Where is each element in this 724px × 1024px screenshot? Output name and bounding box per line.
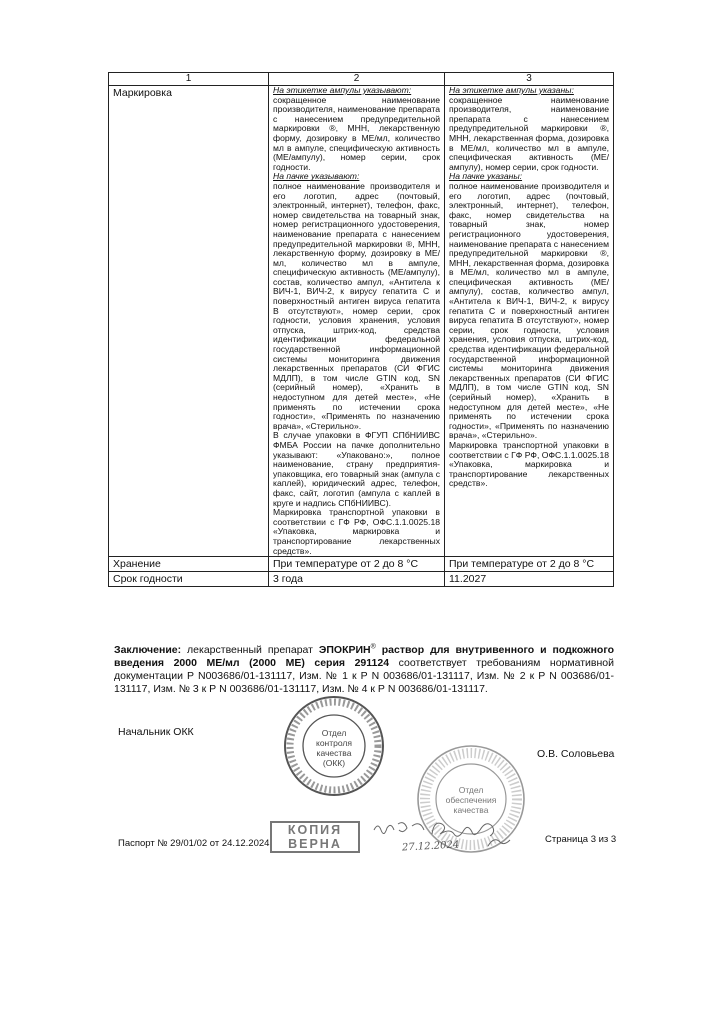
page-number: Страница 3 из 3 <box>545 834 617 845</box>
ampule-text: сокращенное наименование производителя, наименование препарата с нанесением предупредительной маркировки ®, МНН, лекарственная форма, дозировка в МЕ/мл, количество мл в ампуле, специфическая активность (МЕ/ампулу), номер серии, срок годности. <box>449 94 609 172</box>
handwritten-date: 27.12.2024 <box>401 839 460 854</box>
signatory-position: Начальник ОКК <box>118 726 194 738</box>
row-label-storage: Хранение <box>109 557 269 572</box>
registered-mark: ® <box>370 643 376 651</box>
copy-stamp-line-2: ВЕРНА <box>288 837 342 851</box>
table-row-marking <box>109 86 614 557</box>
ampule-heading: На этикетке ампулы указаны: <box>449 85 574 95</box>
conclusion-paragraph <box>114 644 614 696</box>
copy-verified-stamp <box>270 821 360 853</box>
pack-text: полное наименование производителя и его логотип, адрес (почтовый, электронный, интернет), телефон, факс, номер свидетельства на товарный знак, номер регистрационного удостоверения, наименование препарата с нанесением предупредительной маркировки ®, МНН, лекарственная форма, дозировка в МЕ/мл, количество мл в ампуле, специфическая активность (МЕ/ампулу), состав, количество ампул, «Антитела к ВИЧ-1, ВИЧ-2, к вирусу гепатита С и поверхностный антиген вируса гепатита В отсутствуют», номер серии, срок годности, условия хранения, условия отпуска, штрих-код, средства идентификации федеральной государственной информационной системы мониторинга движения лекарственных препаратов (СИ ФГИС МДЛП), в том числе GTIN код, SN (серийный номер), «Хранить в недоступном для детей месте», «Не применять по истечении срока годности», «Применять по назначению врача», «Стерильно». <box>449 180 609 441</box>
svg-text:качества: качества <box>453 805 489 815</box>
column-header-2: 2 <box>269 73 445 86</box>
marking-actual-cell <box>445 86 614 557</box>
transport-text: Маркировка транспортной упаковки в соответствии с ГФ РФ, ОФС.1.1.0025.18 «Упаковка, маркировка и транспортирование лекарственных средств». <box>273 507 440 556</box>
row-label-shelf-life: Срок годности <box>109 572 269 587</box>
conclusion-drug-name: ЭПОКРИН <box>318 644 371 656</box>
svg-text:качества: качества <box>316 748 352 758</box>
conclusion-drug-text: лекарственный препарат <box>187 644 313 656</box>
signatory-name: О.В. Соловьева <box>537 748 615 760</box>
pack-text: полное наименование производителя и его логотип, адрес (почтовый, электронный, интернет), телефон, факс, номер свидетельства на товарный знак, номер регистрационного удостоверения, наименование препарата с нанесением предупредительной маркировки ®, МНН, лекарственную форму, дозировку в МЕ/мл, количество мл в ампуле, специфическую активность (МЕ/ампулу), состав, количество ампул, «Антитела к ВИЧ-1, ВИЧ-2, к вирусу гепатита С и поверхностный антиген вируса гепатита В отсутствуют», номер серии, срок годности, условия хранения, условия отпуска, штрих-код, средства идентификации федеральной государственной информационной системы мониторинга движения лекарственных препаратов (СИ ФГИС МДЛП), в том числе GTIN код, SN (серийный номер), «Хранить в недоступном для детей месте», «Не применять по истечении срока годности», «Применять по назначению врача», «Стерильно». <box>273 180 440 431</box>
row-label-marking: Маркировка <box>109 86 269 557</box>
ampule-heading: На этикетке ампулы указывают: <box>273 85 412 95</box>
svg-text:обеспечения: обеспечения <box>445 795 497 805</box>
spec-table <box>108 72 614 587</box>
shelf-life-requirement: 3 года <box>269 572 445 587</box>
storage-actual: При температуре от 2 до 8 °С <box>445 557 614 572</box>
svg-text:(ОКК): (ОКК) <box>322 758 346 768</box>
pack-heading: На пачке указывают: <box>273 171 360 182</box>
conclusion-rest: соответствует требованиям нормативной документации Р N003686/01-131117, Изм. № 1 к Р N 003686/01-131117, Изм. № 2 к Р N 003686/01-131117, Изм. № 3 к Р N 003686/01-131117, Изм. № 4 к Р N 003686/01-131117. <box>114 657 614 695</box>
ampule-text: сокращенное наименование производителя, наименование препарата с нанесением предупредительной маркировки ®, МНН, лекарственную форму, дозировку в МЕ/мл, количество мл в ампуле, специфическую активность (МЕ/ампулу), номер серии, срок годности. <box>273 94 440 172</box>
table-header-row <box>109 73 614 86</box>
conclusion-lead: Заключение: <box>114 644 182 656</box>
table-row-shelf-life <box>109 572 614 587</box>
conclusion-bold-tail: раствор для внутривенного и подкожного введения 2000 МЕ/мл (2000 МЕ) серия 291124 <box>114 644 614 669</box>
okk-stamp-icon <box>282 694 386 798</box>
shelf-life-actual: 11.2027 <box>445 572 614 587</box>
passport-reference: Паспорт № 29/01/02 от 24.12.2024 <box>118 838 270 849</box>
column-header-3: 3 <box>445 73 614 86</box>
svg-text:контроля: контроля <box>316 738 352 748</box>
column-header-1: 1 <box>109 73 269 86</box>
svg-text:Отдел: Отдел <box>458 785 484 795</box>
packaging-text: В случае упаковки в ФГУП СПбНИИВС ФМБА России на пачке дополнительно указывают: «Упаковано:», полное наименование, страну предприятия-упаковщика, его товарный знак (ампула с каплей), юридический адрес, телефон, факс, сайт, логотип (ампула с каплей в круге и надпись СПбНИИВС). <box>273 430 440 508</box>
svg-text:Отдел: Отдел <box>321 728 347 738</box>
marking-requirements-cell <box>269 86 445 557</box>
copy-stamp-line-1: КОПИЯ <box>287 823 343 837</box>
table-row-storage <box>109 557 614 572</box>
pack-heading: На пачке указаны: <box>449 171 523 182</box>
transport-text: Маркировка транспортной упаковки в соответствии с ГФ РФ, ОФС.1.1.0025.18 «Упаковка, маркировка и транспортирование лекарственных средств». <box>449 439 609 489</box>
storage-requirement: При температуре от 2 до 8 °С <box>269 557 445 572</box>
